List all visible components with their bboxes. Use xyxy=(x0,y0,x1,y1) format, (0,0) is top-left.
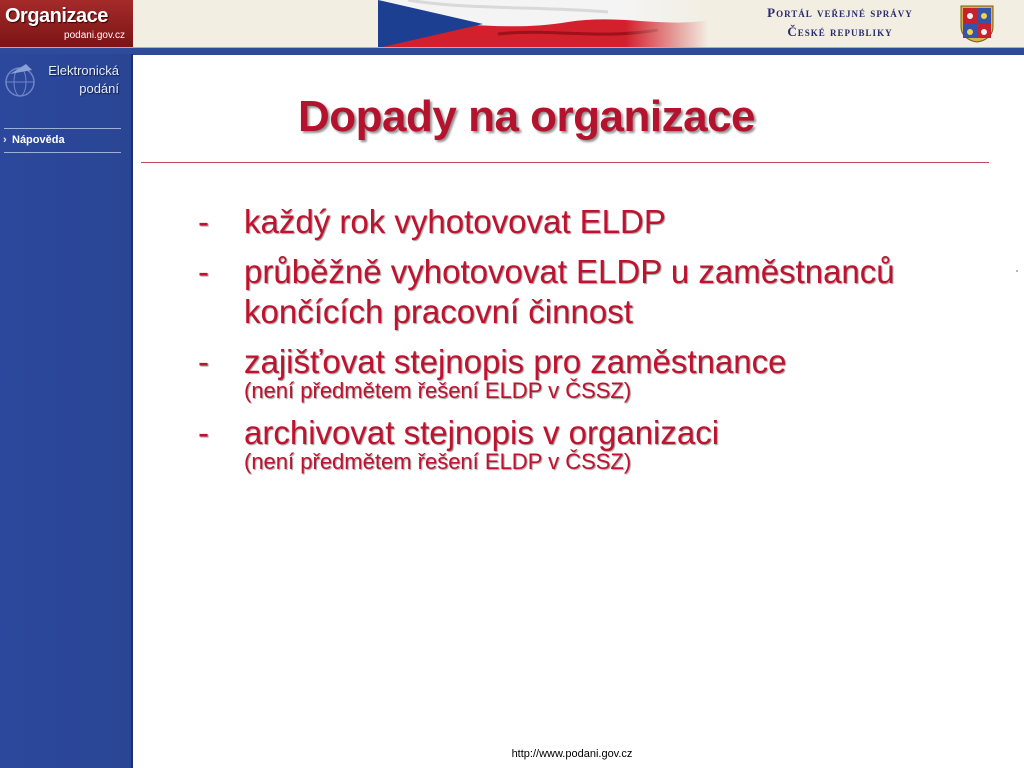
bullet-marker: - xyxy=(198,343,209,380)
bullet-text: zajišťovat stejnopis pro zaměstnance xyxy=(244,343,787,380)
coat-of-arms-icon xyxy=(960,5,994,43)
nav-divider-top xyxy=(4,128,121,129)
portal-line-1: Portál veřejné správy xyxy=(767,5,913,20)
bullet-text: průběžně vyhotovovat ELDP u zaměstnanců končících pracovní činnost xyxy=(244,253,895,330)
slide-title: Dopady na organizace xyxy=(298,92,756,141)
bullet-marker: - xyxy=(198,203,209,240)
nav-divider-bottom xyxy=(4,152,121,153)
czech-flag-icon xyxy=(378,0,708,48)
bullet-item xyxy=(198,202,938,242)
brand-subtitle: podani.gov.cz xyxy=(64,30,125,41)
section-title-line-2: podání xyxy=(79,81,119,96)
bullet-note: (není předmětem řešení ELDP v ČSSZ) xyxy=(244,378,632,403)
bullet-item xyxy=(198,342,938,403)
sidebar-item-label: Nápověda xyxy=(12,134,65,146)
bullet-marker: - xyxy=(198,414,209,451)
footer-url[interactable]: http://www.podani.gov.cz xyxy=(511,748,633,760)
brand-logo[interactable] xyxy=(0,0,133,48)
decorative-dot xyxy=(1016,270,1018,272)
bullet-text: archivovat stejnopis v organizaci xyxy=(244,414,720,451)
header-divider xyxy=(0,47,1024,55)
bullet-item xyxy=(198,252,938,332)
sidebar xyxy=(0,54,133,768)
bullet-note: (není předmětem řešení ELDP v ČSSZ) xyxy=(244,449,632,474)
bullet-list xyxy=(198,202,938,484)
brand-title: Organizace xyxy=(5,5,108,27)
portal-name xyxy=(745,3,935,41)
section-title-line-1: Elektronická xyxy=(48,63,119,78)
bullet-marker: - xyxy=(198,253,209,290)
title-divider xyxy=(141,162,989,163)
portal-line-2: České republiky xyxy=(787,24,893,39)
bullet-text: každý rok vyhotovovat ELDP xyxy=(244,203,666,240)
chevron-right-icon: › xyxy=(3,134,7,146)
sidebar-item-napoveda[interactable] xyxy=(3,134,65,146)
section-title[interactable] xyxy=(24,62,119,98)
bullet-item xyxy=(198,413,938,474)
top-banner xyxy=(0,0,1024,54)
